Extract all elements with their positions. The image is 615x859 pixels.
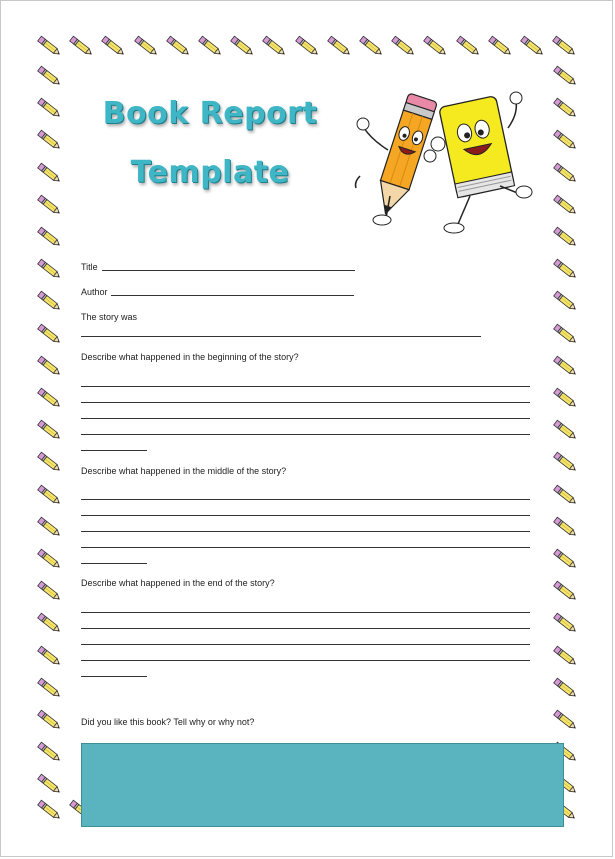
page-title-line-1: Book Report: [102, 96, 318, 131]
opinion-prompt: Did you like this book? Tell why or why not?: [81, 717, 255, 727]
beginning-answer-line[interactable]: [81, 402, 530, 403]
beginning-answer-line[interactable]: [81, 450, 147, 451]
beginning-prompt: Describe what happened in the beginning of the story?: [81, 352, 299, 362]
title-answer-line[interactable]: [102, 270, 355, 271]
middle-answer-line[interactable]: [81, 515, 530, 516]
author-answer-line[interactable]: [111, 295, 354, 296]
pencil-and-book-mascots-icon: [350, 78, 535, 243]
end-answer-line[interactable]: [81, 612, 530, 613]
middle-answer-line[interactable]: [81, 531, 530, 532]
end-answer-line[interactable]: [81, 628, 530, 629]
story-label: The story was: [81, 312, 138, 322]
beginning-answer-line[interactable]: [81, 386, 530, 387]
beginning-answer-line[interactable]: [81, 434, 530, 435]
beginning-answer-line[interactable]: [81, 418, 530, 419]
middle-answer-line[interactable]: [81, 563, 147, 564]
middle-answer-line[interactable]: [81, 547, 530, 548]
middle-answer-line[interactable]: [81, 499, 530, 500]
middle-prompt: Describe what happened in the middle of the story?: [81, 466, 287, 476]
author-label: Author: [81, 287, 108, 297]
end-prompt: Describe what happened in the end of the story?: [81, 578, 275, 588]
opinion-answer-box[interactable]: [81, 743, 564, 827]
story-answer-line[interactable]: [81, 336, 481, 337]
page-title-line-2: Template: [130, 155, 290, 190]
end-answer-line[interactable]: [81, 676, 147, 677]
end-answer-line[interactable]: [81, 644, 530, 645]
end-answer-line[interactable]: [81, 660, 530, 661]
title-label: Title: [81, 262, 98, 272]
